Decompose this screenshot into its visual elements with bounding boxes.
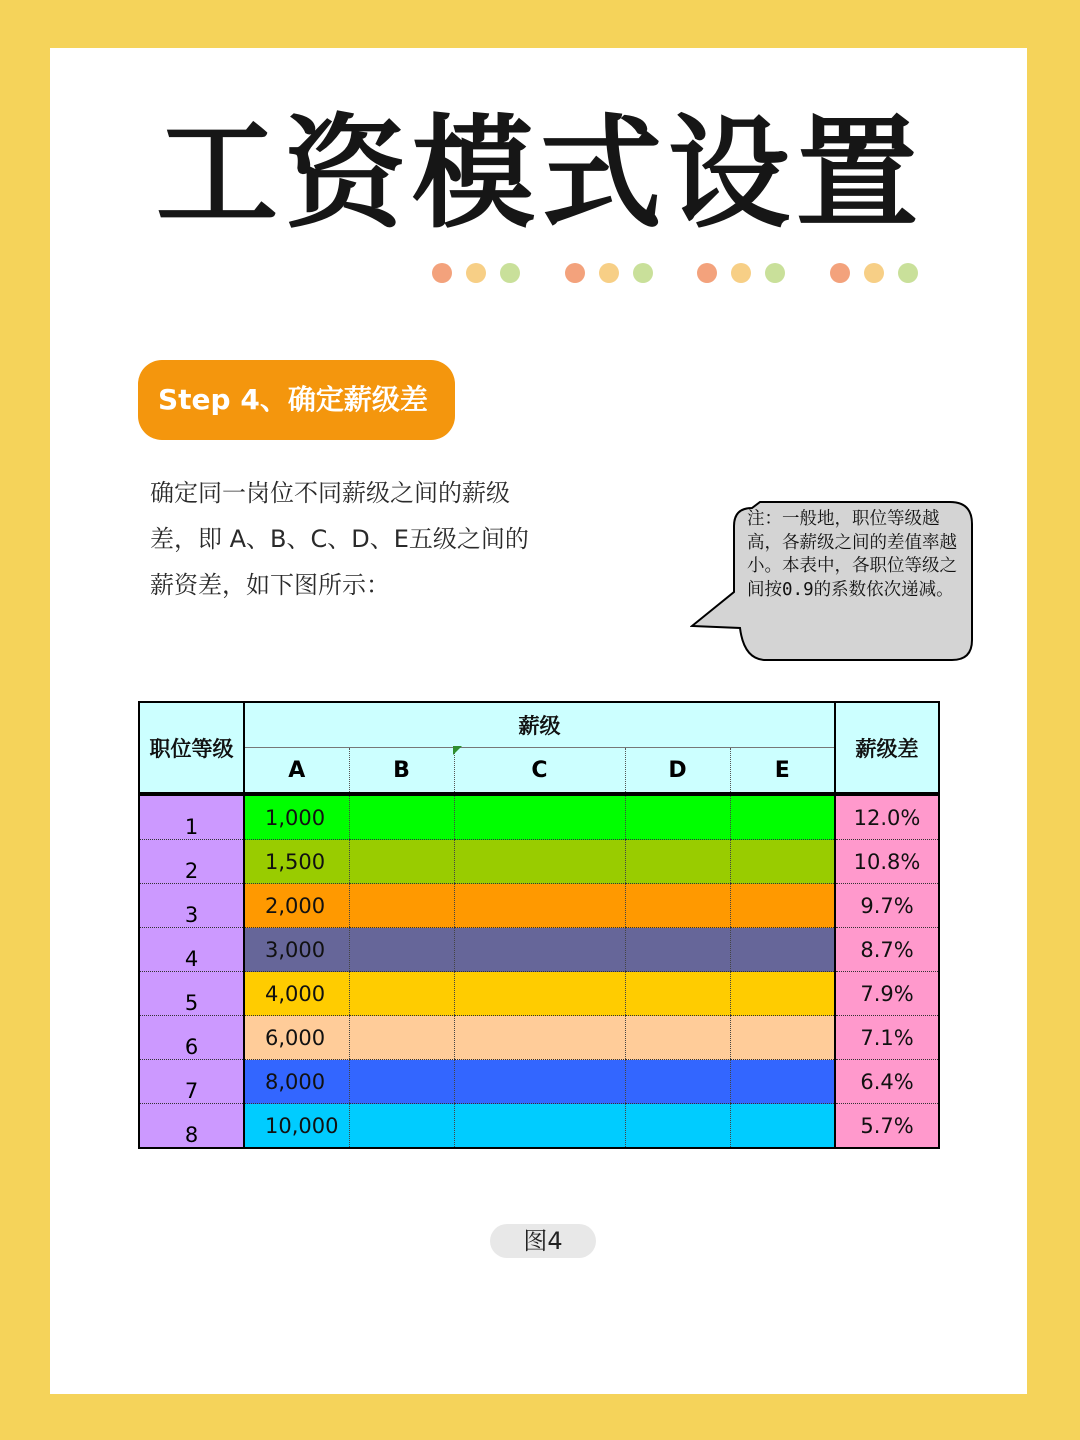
- table-row: [139, 1104, 939, 1149]
- level-cell: 3: [139, 884, 244, 928]
- grade-cell: [730, 840, 835, 884]
- grade-cell: [349, 1016, 454, 1060]
- grade-cell: [349, 1104, 454, 1149]
- diff-cell: 9.7%: [835, 884, 939, 928]
- grade-cell: [730, 1104, 835, 1149]
- dot: [500, 263, 520, 283]
- table-row: [139, 1060, 939, 1104]
- grade-cell: [454, 840, 625, 884]
- column-header: A: [244, 748, 349, 795]
- diff-cell: 7.9%: [835, 972, 939, 1016]
- grade-cell: [730, 928, 835, 972]
- column-header: B: [349, 748, 454, 795]
- grade-cell: [349, 840, 454, 884]
- column-header: C: [454, 748, 625, 795]
- grade-cell: 2,000: [244, 884, 349, 928]
- grade-cell: [730, 1016, 835, 1060]
- dot: [765, 263, 785, 283]
- grade-cell: [454, 972, 625, 1016]
- dot: [633, 263, 653, 283]
- dot: [697, 263, 717, 283]
- figure-caption: 图4: [490, 1224, 596, 1258]
- level-cell: 8: [139, 1104, 244, 1149]
- grade-cell: 1,000: [244, 794, 349, 840]
- page-title: 工资模式设置: [156, 101, 924, 245]
- grade-cell: [349, 884, 454, 928]
- header-level: 职位等级: [139, 702, 244, 794]
- grade-cell: [454, 928, 625, 972]
- dot: [731, 263, 751, 283]
- table-row: [139, 928, 939, 972]
- level-cell: 1: [139, 794, 244, 840]
- grade-cell: 10,000: [244, 1104, 349, 1149]
- dot: [830, 263, 850, 283]
- comment-marker-icon: [453, 746, 462, 755]
- grade-cell: [625, 928, 730, 972]
- dot: [466, 263, 486, 283]
- level-cell: 6: [139, 1016, 244, 1060]
- grade-cell: 3,000: [244, 928, 349, 972]
- header-grade: 薪级: [244, 702, 835, 748]
- grade-cell: [625, 794, 730, 840]
- grade-cell: [730, 1060, 835, 1104]
- description-line: 差，即 A、B、C、D、E五级之间的: [150, 525, 529, 553]
- salary-table: [138, 701, 940, 1149]
- level-cell: 7: [139, 1060, 244, 1104]
- description: [150, 470, 580, 608]
- column-header: D: [625, 748, 730, 795]
- dot: [565, 263, 585, 283]
- grade-cell: 1,500: [244, 840, 349, 884]
- diff-cell: 8.7%: [835, 928, 939, 972]
- table-row: [139, 972, 939, 1016]
- table-row: [139, 794, 939, 840]
- grade-cell: [454, 794, 625, 840]
- table-row: [139, 1016, 939, 1060]
- description-line: 薪资差，如下图所示：: [150, 571, 390, 599]
- diff-cell: 12.0%: [835, 794, 939, 840]
- grade-cell: [730, 972, 835, 1016]
- grade-cell: [349, 1060, 454, 1104]
- grade-cell: [730, 794, 835, 840]
- grade-cell: [349, 928, 454, 972]
- grade-cell: [454, 1104, 625, 1149]
- dot: [898, 263, 918, 283]
- diff-cell: 5.7%: [835, 1104, 939, 1149]
- table-row: [139, 840, 939, 884]
- grade-cell: 4,000: [244, 972, 349, 1016]
- description-line: 确定同一岗位不同薪级之间的薪级: [150, 479, 510, 507]
- table-body: [139, 794, 939, 1148]
- column-header: E: [730, 748, 835, 795]
- grade-cell: [454, 1016, 625, 1060]
- grade-cell: [625, 1060, 730, 1104]
- grade-cell: [625, 1104, 730, 1149]
- grade-cell: [454, 884, 625, 928]
- header-diff: 薪级差: [835, 702, 939, 794]
- table-row: [139, 884, 939, 928]
- grade-cell: [730, 884, 835, 928]
- grade-cell: [625, 972, 730, 1016]
- diff-cell: 6.4%: [835, 1060, 939, 1104]
- level-cell: 2: [139, 840, 244, 884]
- dot: [864, 263, 884, 283]
- note-text: 注：一般地，职位等级越高，各薪级之间的差值率越小。本表中，各职位等级之间按0.9的系数依次递减。: [747, 509, 957, 600]
- grade-cell: [625, 884, 730, 928]
- step-badge: Step 4、确定薪级差: [138, 360, 455, 440]
- grade-cell: [625, 1016, 730, 1060]
- decorative-dots: [432, 263, 932, 285]
- grade-cell: [349, 972, 454, 1016]
- level-cell: 5: [139, 972, 244, 1016]
- dot: [599, 263, 619, 283]
- diff-cell: 10.8%: [835, 840, 939, 884]
- grade-cell: [454, 1060, 625, 1104]
- level-cell: 4: [139, 928, 244, 972]
- grade-cell: [625, 840, 730, 884]
- grade-cell: [349, 794, 454, 840]
- dot: [432, 263, 452, 283]
- grade-cell: 6,000: [244, 1016, 349, 1060]
- grade-cell: 8,000: [244, 1060, 349, 1104]
- diff-cell: 7.1%: [835, 1016, 939, 1060]
